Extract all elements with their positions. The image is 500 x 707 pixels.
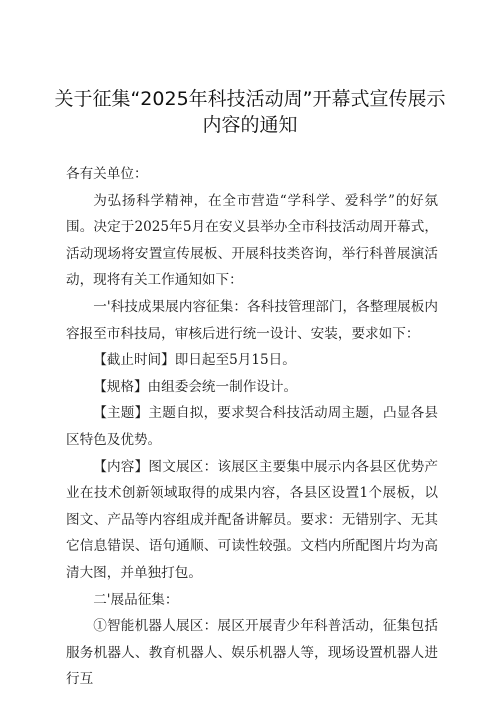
paragraph-section-1: 一'科技成果展内容征集：各科技管理部门，各整理展板内容报至市科技局，审核后进行统一设计、安装，要求如下： bbox=[66, 298, 438, 342]
title-line-1: 关于征集“2025年科技活动周”开幕式宣传展示 bbox=[54, 88, 446, 110]
paragraph-deadline: 【截止时间】即日起至5月15日。 bbox=[93, 352, 296, 369]
paragraph-intro: 为弘扬科学精神，在全市营造“学科学、爱科学”的好氛围。决定于2025年5月在安义县举办全市科技活动周开幕式，活动现场将安置宣传展板、开展科技类咨询，举行科普展演活动，现将有关工作通知如下： bbox=[66, 192, 438, 289]
paragraph-section-2: 二'展品征集： bbox=[93, 591, 179, 608]
document-body bbox=[66, 161, 438, 693]
title-line-2: 内容的通知 bbox=[202, 114, 298, 136]
salutation: 各有关单位： bbox=[66, 166, 148, 182]
paragraph-spec: 【规格】由组委会统一制作设计。 bbox=[93, 378, 298, 395]
paragraph-theme: 【主题】主题自拟，要求契合科技活动周主题，凸显各县区特色及优势。 bbox=[66, 405, 438, 448]
paragraph-robot-area: ①智能机器人展区：展区开展青少年科普活动，征集包括服务机器人、教育机器人、娱乐机器人等，现场设置机器人进行互 bbox=[66, 618, 438, 688]
document-title bbox=[40, 86, 460, 138]
paragraph-content: 【内容】图文展区：该展区主要集中展示内各县区优势产业在技术创新领域取得的成果内容，各县区设置1个展板，以图文、产品等内容组成并配备讲解员。要求：无错别字、无其它信息错误、语句通顺、可读性较强。文档内所配图片均为高清大图，并单独打包。 bbox=[66, 458, 438, 581]
